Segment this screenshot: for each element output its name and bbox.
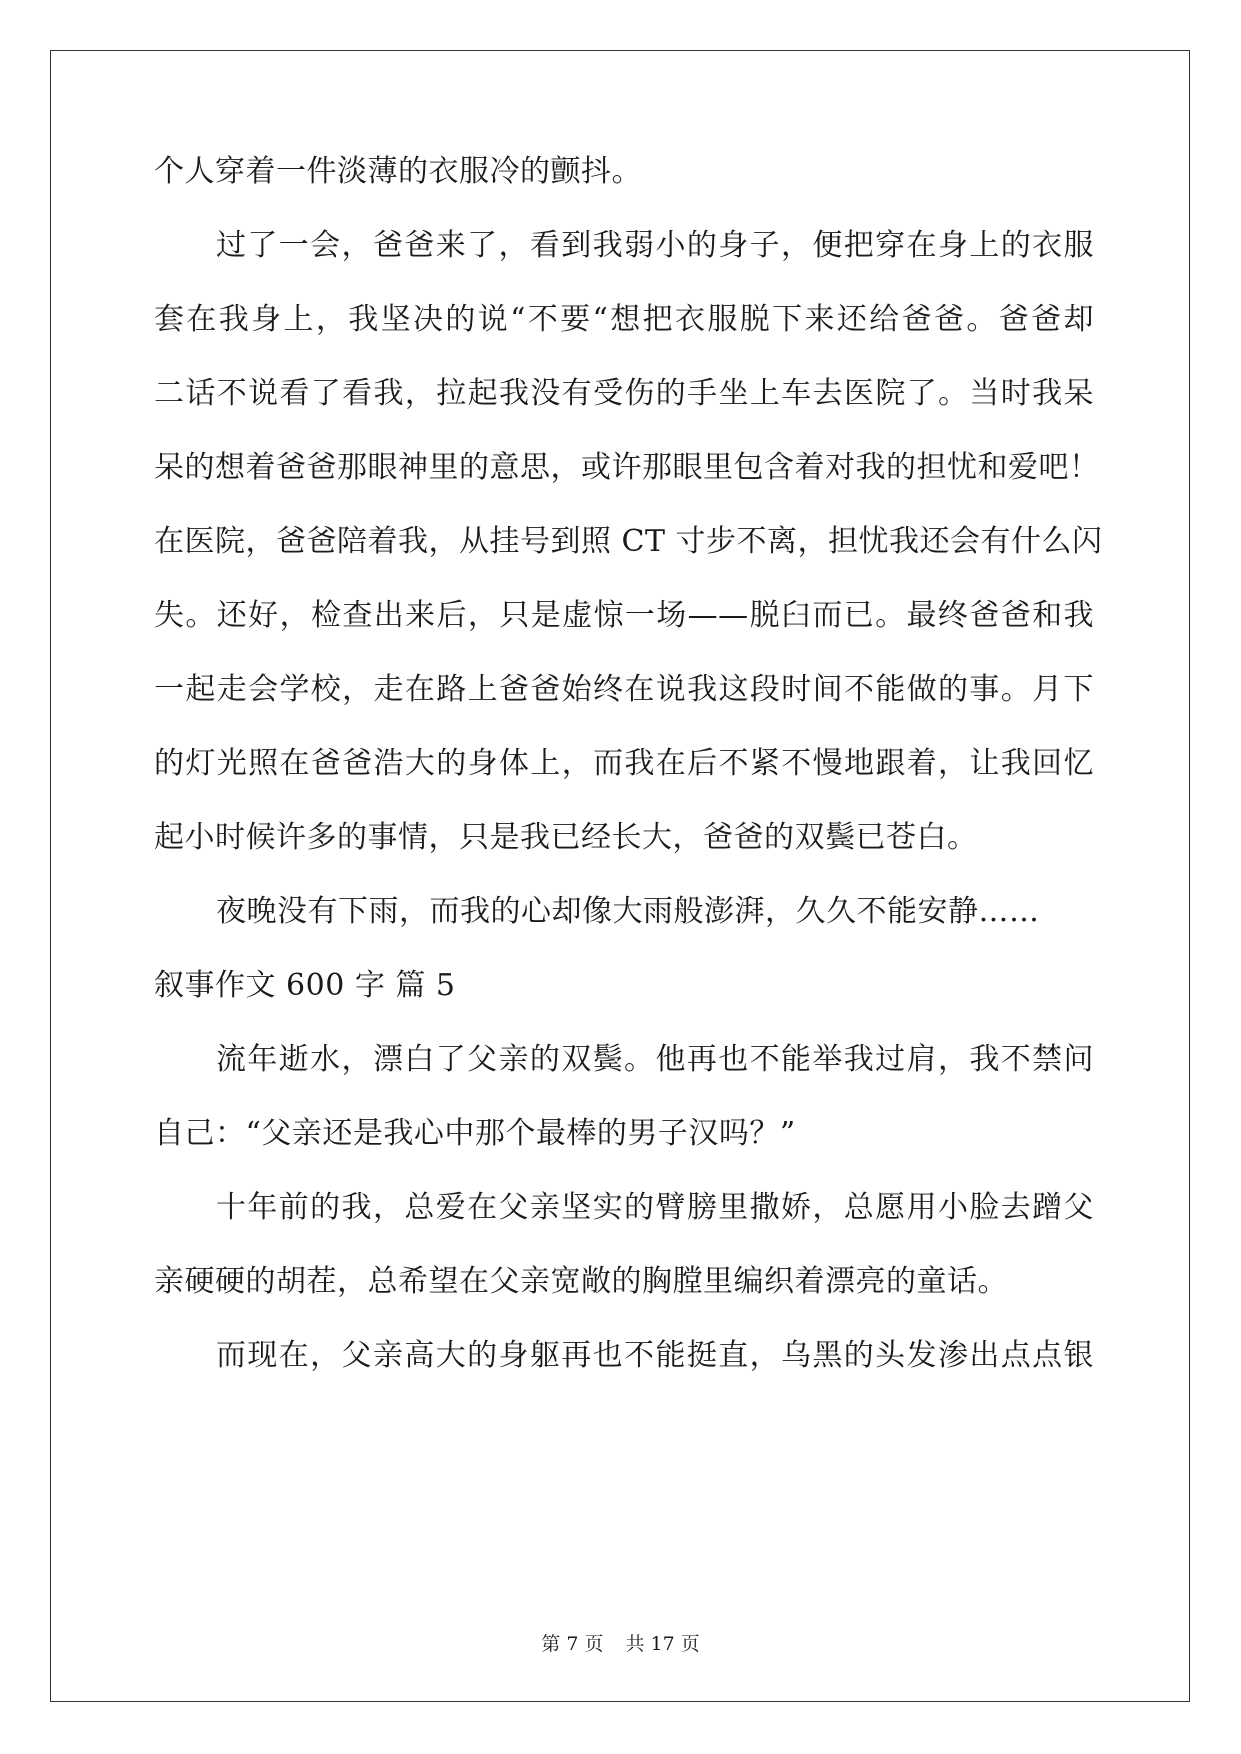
text-line: 亲硬硬的胡茬，总希望在父亲宽敞的胸膛里编织着漂亮的童话。 [154,1264,1008,1299]
text-line: 失。还好，检查出来后，只是虚惊一场——脱臼而已。最终爸爸和我 [154,598,1094,633]
paragraph-start-line: 过了一会，爸爸来了，看到我弱小的身子，便把穿在身上的衣服 [216,228,1094,263]
paragraph-start-line: 而现在，父亲高大的身躯再也不能挺直，乌黑的头发渗出点点银 [216,1338,1094,1373]
page-footer [0,1632,1241,1656]
text-line: 套在我身上，我坚决的说“不要“想把衣服脱下来还给爸爸。爸爸却 [154,302,1094,337]
text-line: 的灯光照在爸爸浩大的身体上，而我在后不紧不慢地跟着，让我回忆 [154,746,1094,781]
text-line: 一起走会学校，走在路上爸爸始终在说我这段时间不能做的事。月下 [154,672,1094,707]
text-line: 二话不说看了看我，拉起我没有受伤的手坐上车去医院了。当时我呆 [154,376,1094,411]
text-line: 呆的想着爸爸那眼神里的意思，或许那眼里包含着对我的担忧和爱吧！ [154,450,1100,485]
text-line: 起小时候许多的事情，只是我已经长大，爸爸的双鬓已苍白。 [154,820,978,855]
section-heading: 叙事作文 600 字 篇 5 [154,968,456,1003]
page-frame [50,50,1190,1702]
text-line: 自己：“父亲还是我心中那个最棒的男子汉吗？” [154,1116,796,1151]
paragraph-start-line: 夜晚没有下雨，而我的心却像大雨般澎湃，久久不能安静…… [216,894,1040,929]
text-line: 在医院，爸爸陪着我，从挂号到照 CT 寸步不离，担忧我还会有什么闪 [154,524,1103,559]
paragraph-start-line: 流年逝水，漂白了父亲的双鬓。他再也不能举我过肩，我不禁问 [216,1042,1094,1077]
text-line: 个人穿着一件淡薄的衣服冷的颤抖。 [154,154,642,189]
page-number: 第 7 页 [541,1633,604,1655]
paragraph-start-line: 十年前的我，总爱在父亲坚实的臂膀里撒娇，总愿用小脸去蹭父 [216,1190,1094,1225]
page-total: 共 17 页 [625,1633,700,1655]
